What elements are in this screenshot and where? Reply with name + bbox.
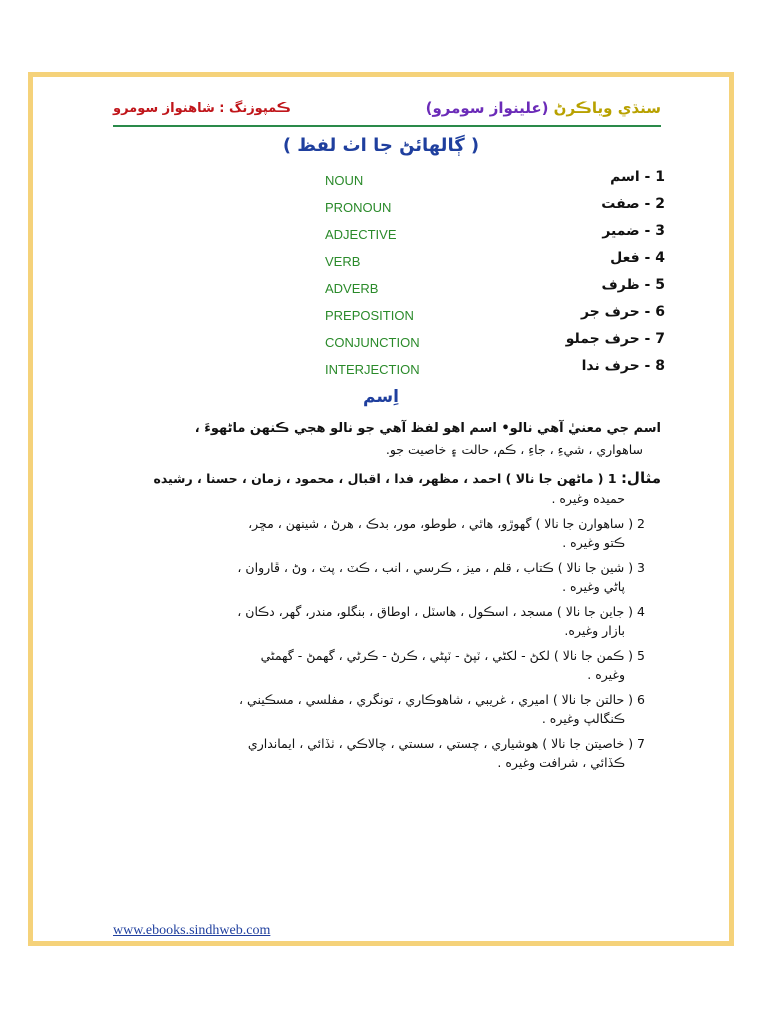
pos-english: NOUN	[325, 173, 364, 188]
pos-sindhi	[566, 331, 665, 347]
book-title-main: سنڌي وياڪرڻ	[553, 99, 661, 117]
pos-sindhi	[610, 250, 665, 266]
noun-body	[113, 421, 661, 780]
category-line: 2 ( ساهوارن جا نالا ) گهوڙو، هاٿي ، طوطو، مور، بدڪ ، هرڻ ، شينهن ، مڇر،	[248, 516, 645, 531]
category-item	[113, 736, 661, 770]
pos-number: 6 -	[639, 304, 665, 320]
category-item	[113, 560, 661, 594]
pos-word: حرف ندا	[581, 358, 640, 374]
pos-word: حرف جملو	[565, 331, 640, 347]
pos-item	[325, 250, 665, 277]
document-page	[28, 72, 734, 946]
category-line: 3 ( شين جا نالا ) ڪتاب ، قلم ، ميز ، ڪرسي ، انب ، ڪٽ ، پٽ ، وڻ ، ڦاروان ،	[237, 560, 645, 575]
pos-number: 5 -	[639, 277, 665, 293]
pos-item	[325, 169, 665, 196]
pos-sindhi	[581, 304, 665, 320]
pos-word: صفت	[601, 196, 640, 212]
category-item	[113, 648, 661, 682]
pos-item	[325, 277, 665, 304]
pos-item	[325, 358, 665, 385]
pos-word: ظرف	[601, 277, 640, 293]
category-line: ڪتو وغيره .	[562, 535, 625, 550]
category-line: پاڻي وغيره .	[562, 579, 625, 594]
pos-english: VERB	[325, 254, 361, 269]
composer-credit: ڪمپوزنگ : شاهنواز سومرو	[113, 101, 291, 116]
book-title	[426, 99, 661, 117]
category-line: بازار وغيره.	[564, 623, 625, 638]
category-line: 5 ( ڪمن جا نالا ) لکڻ - لکڻي ، ٽپڻ - ٽپڻي ، ڪرڻ - ڪرڻي ، گهمڻ - گهمڻي	[260, 648, 645, 663]
pos-word: اسم	[610, 169, 640, 185]
pos-number: 4 -	[639, 250, 665, 266]
pos-number: 8 -	[639, 358, 665, 374]
noun-heading: اِسم	[363, 387, 399, 407]
pos-sindhi	[602, 223, 665, 239]
page-header	[113, 99, 661, 127]
pos-item	[325, 331, 665, 358]
pos-word: ضمير	[602, 223, 640, 239]
category-item	[113, 692, 661, 726]
category-item	[113, 516, 661, 550]
example-line: حميده وغيره .	[551, 491, 625, 506]
pos-english: ADJECTIVE	[325, 227, 397, 242]
pos-english: ADVERB	[325, 281, 379, 296]
pos-english: PRONOUN	[325, 200, 392, 215]
category-line: وغيره .	[587, 667, 625, 682]
category-line: 6 ( حالتن جا نالا ) اميري ، غريبي ، شاهوڪاري ، تونگري ، مفلسي ، مسڪيني ،	[239, 692, 645, 707]
pos-sindhi	[582, 358, 665, 374]
pos-item	[325, 223, 665, 250]
pos-word: حرف جر	[580, 304, 640, 320]
pos-sindhi	[601, 196, 665, 212]
pos-number: 2 -	[639, 196, 665, 212]
parts-of-speech-list	[325, 169, 665, 385]
example-text: 1 ( ماڻهن جا نالا ) احمد ، مظهر، فدا ، اقبال ، محمود ، زمان ، حسنا ، رشيده	[153, 471, 617, 486]
pos-word: فعل	[610, 250, 640, 266]
example-line	[113, 469, 661, 487]
pos-number: 7 -	[639, 331, 665, 347]
example-label: مثال:	[620, 469, 661, 487]
pos-number: 1 -	[639, 169, 665, 185]
category-line: ڪنگالپ وغيره .	[541, 711, 625, 726]
definition-line: اسم جي معنيٰ آهي نالو• اسم اهو لفظ آهي جو نالو هجي ڪنهن ماڻهوءَ ،	[194, 421, 661, 436]
pos-item	[325, 196, 665, 223]
definition-line: ساهواري ، شيءِ ، جاءِ ، ڪم، حالت ۽ خاصيت جو.	[385, 442, 643, 457]
category-item	[113, 604, 661, 638]
pos-number: 3 -	[639, 223, 665, 239]
pos-sindhi	[610, 169, 665, 185]
book-author: (علينواز سومرو)	[425, 99, 549, 117]
pos-english: INTERJECTION	[325, 362, 420, 377]
category-line: ڪڏائي ، شرافت وغيره .	[497, 755, 625, 770]
website-link[interactable]: www.ebooks.sindhweb.com	[113, 923, 271, 938]
category-line: 4 ( جاين جا نالا ) مسجد ، اسڪول ، هاسٽل ، اوطاق ، بنگلو، مندر، گهر، دڪان ،	[237, 604, 645, 619]
category-line: 7 ( خاصيتن جا نالا ) هوشياري ، چستي ، سستي ، چالاڪي ، ٺڏائي ، ايمانداري	[247, 736, 645, 751]
section-title: ( ڳالهائڻ جا اٺ لفظ )	[282, 135, 480, 156]
pos-item	[325, 304, 665, 331]
pos-english: PREPOSITION	[325, 308, 414, 323]
pos-english: CONJUNCTION	[325, 335, 420, 350]
pos-sindhi	[602, 277, 665, 293]
